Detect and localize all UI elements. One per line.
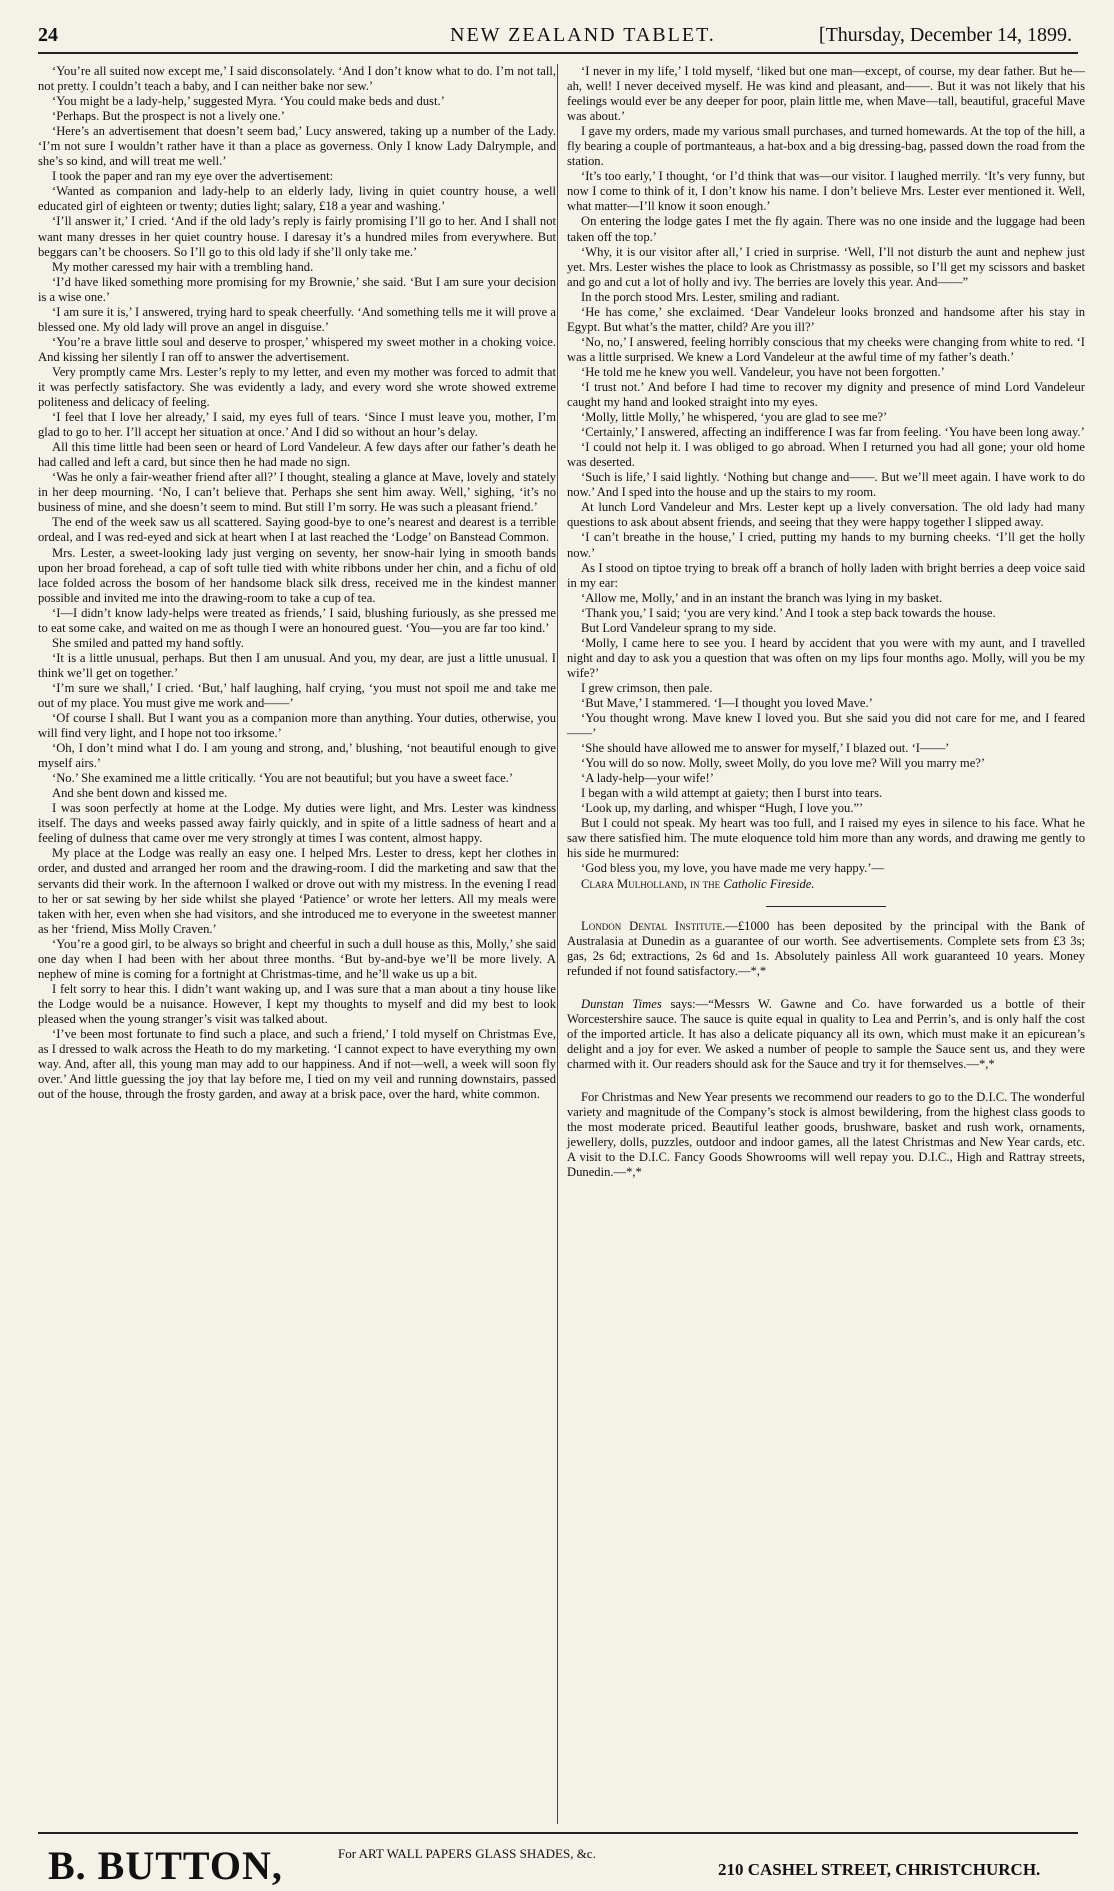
advert-gap xyxy=(567,979,1085,997)
issue-date: [Thursday, December 14, 1899. xyxy=(818,24,1072,46)
paragraph: ‘I could not help it. I was obliged to go abroad. When I returned you had all gone; your old home was deserted. xyxy=(567,440,1085,470)
paragraph: ‘Molly, little Molly,’ he whispered, ‘you are glad to see me?’ xyxy=(581,410,888,425)
advert-paragraph xyxy=(567,1090,1085,1180)
paragraph: ‘I am sure it is,’ I answered, trying hard to speak cheerfully. ‘And something tells me it will prove a blessed one. My old lady will prove an angel in disguise.’ xyxy=(38,304,556,334)
paragraph: On entering the lodge gates I met the fly again. There was no one inside and the luggage had been taken off the top.’ xyxy=(567,214,1085,244)
column-divider xyxy=(557,64,558,1824)
paragraph: ‘It is a little unusual, perhaps. But then I am unusual. And you, my dear, are just a little unusual. I think we’ll get on together.’ xyxy=(38,650,556,680)
paragraph: ‘Such is life,’ I said lightly. ‘Nothing but change and——. But we’ll meet again. I have work to do now.’ And I sped into the house and up the stairs to my room. xyxy=(567,470,1085,500)
paragraph: I was soon perfectly at home at the Lodge. My duties were light, and Mrs. Lester was kindness itself. The days and weeks passed away fairly quickly, and in spite of a little sadness of heart and a feeling of dulness that came over me very strongly at times I was content, almost happy. xyxy=(38,801,556,846)
paragraph: ‘He told me he knew you well. Vandeleur, you have not been forgotten.’ xyxy=(581,364,945,379)
paragraph: ‘Molly, I came here to see you. I heard by accident that you were with my aunt, and I travelled night and day to ask you a question that was often on my lips four months ago. Molly, will you be my wife?’ xyxy=(567,635,1085,680)
paragraph: ‘I’ve been most fortunate to find such a place, and such a friend,’ I told myself on Christmas Eve, as I dressed to walk across the Heath to do my marketing. ‘I cannot expect to have everything my own way. And, after all, this young man may add to our happiness. And if not—well, a week will soon fly over.’ And little guessing the joy that lay before me, I tied on my veil and running downstairs, passed out of the house, through the frosty garden, and away at a brisk pace, over the hard, white common. xyxy=(38,1027,556,1102)
advert-address: 210 CASHEL STREET, CHRISTCHURCH. xyxy=(718,1860,1041,1879)
paragraph: ‘You’re a good girl, to be always so bright and cheerful in such a dull house as this, Molly,’ she said one day when I had been with her about three months. ‘But by-and-bye we’ll be more lively. A nephew of mine is coming for a fortnight at Christmas-time, and he’ll wake us up a bit. xyxy=(38,936,556,981)
advert-text: says:—“Messrs W. Gawne and Co. have forwarded us a bottle of their Worcestershire sauce. The sauce is quite equal in quality to Lea and Perrin’s, and is only half the cost of the imported article. It has also a delicate piquancy all its own, which must make it an epicurean’s delight and a joy for ever. We asked a number of people to sample the Sauce sent us, and they were charmed with it. Our readers should ask for the Sauce and try it for themselves.—*,* xyxy=(567,996,1085,1071)
paragraph: All this time little had been seen or heard of Lord Vandeleur. A few days after our father’s death he had called and left a card, but since then he had made no sign. xyxy=(38,440,556,470)
paragraph: She smiled and patted my hand softly. xyxy=(52,635,244,650)
paragraph: ‘I can’t breathe in the house,’ I cried, putting my hands to my burning cheeks. ‘I’ll get the holly now.’ xyxy=(567,530,1085,560)
paragraph: ‘A lady-help—your wife!’ xyxy=(581,771,714,786)
paragraph: I took the paper and ran my eye over the advertisement: xyxy=(52,169,334,184)
paragraph: Very promptly came Mrs. Lester’s reply to my letter, and even my mother was forced to admit that it was perfectly satisfactory. She was evidently a lady, and every word she wrote showed extreme politeness and delicacy of feeling. xyxy=(38,364,556,410)
right-column xyxy=(567,64,1085,1180)
paragraph: ‘God bless you, my love, you have made me very happy.’— xyxy=(581,861,885,876)
paragraph: ‘Perhaps. But the prospect is not a lively one.’ xyxy=(52,109,285,124)
paragraph: ‘I feel that I love her already,’ I said, my eyes full of tears. ‘Since I must leave you, mother, I’m glad to go to her. I’ll accept her situation at once.’ And I did so without an hour’s delay. xyxy=(38,410,556,440)
advert-gap xyxy=(567,1072,1085,1090)
paragraph: But Lord Vandeleur sprang to my side. xyxy=(581,620,777,635)
paragraph: ‘Of course I shall. But I want you as a companion more than anything. Your duties, otherwise, you will find very light, and I hope not too irksome.’ xyxy=(38,711,556,741)
page-header xyxy=(38,18,1078,54)
paragraph: ‘Here’s an advertisement that doesn’t seem bad,’ Lucy answered, taking up a number of the Lady. ‘I’m not sure I wouldn’t rather have it than a place as governess. Only I know Lady Dalrymple, and she’s so kind, and will treat me well.’ xyxy=(38,124,556,169)
paragraph: ‘Wanted as companion and lady-help to an elderly lady, living in quiet country house, a well educated girl of eighteen or twenty; duties light; salary, £18 a year and washing.’ xyxy=(38,184,556,214)
paragraph: ‘You’re a brave little soul and deserve to prosper,’ whispered my sweet mother in a choking voice. And kissing her silently I ran off to answer the advertisement. xyxy=(38,334,556,364)
paragraph: ‘Was he only a fair-weather friend after all?’ I thought, stealing a glance at Mave, lovely and stately in her deep mourning. ‘No, I can’t believe that. Perhaps she sent him away. Well,’ sighing, ‘it’s no business of mine, and she doesn’t seem to mind. But still I’m sorry. He was such a pleasant friend.’ xyxy=(38,470,556,515)
masthead-title: NEW ZEALAND TABLET. xyxy=(450,24,716,46)
page-number: 24 xyxy=(38,24,58,46)
paragraph: The end of the week saw us all scattered. Saying good-bye to one’s nearest and dearest is a terrible ordeal, and I was red-eyed and sick at heart when I at last reached the ‘Lodge’ on Banstead Common. xyxy=(38,515,556,545)
paragraph: ‘She should have allowed me to answer for myself,’ I blazed out. ‘I——’ xyxy=(581,741,950,756)
paragraph: But I could not speak. My heart was too full, and I raised my eyes in silence to his face. What he saw there satisfied him. The mute eloquence told him more than any words, and drawing me gently to his side he murmured: xyxy=(567,816,1085,861)
source-publication: Catholic Fireside. xyxy=(723,876,815,891)
paragraph: ‘I—I didn’t know lady-helps were treated as friends,’ I said, blushing furiously, as she pressed me to eat some cake, and waited on me as though I were an honoured guest. ‘You—you are far too kind.’ xyxy=(38,605,556,635)
footer-advert xyxy=(38,1832,1078,1886)
paragraph: I grew crimson, then pale. xyxy=(581,680,713,695)
paragraph: ‘You will do so now. Molly, sweet Molly, do you love me? Will you marry me?’ xyxy=(581,756,986,771)
paragraph: ‘You might be a lady-help,’ suggested Myra. ‘You could make beds and dust.’ xyxy=(52,94,445,109)
paragraph: In the porch stood Mrs. Lester, smiling and radiant. xyxy=(581,289,840,304)
paragraph: ‘No.’ She examined me a little critically. ‘You are not beautiful; but you have a sweet face.’ xyxy=(52,771,514,786)
paragraph: ‘It’s too early,’ I thought, ‘or I’d think that was—our visitor. I laughed merrily. ‘It’s very funny, but now I come to think of it, I don’t know his name. I don’t believe Mrs. Lester ever mentioned it. Well, what matter—I’ll know it soon enough.’ xyxy=(567,169,1085,214)
paragraph: ‘You’re all suited now except me,’ I said disconsolately. ‘And I don’t know what to do. I’m not tall, not pretty. I couldn’t teach a baby, and I can neither bake nor sew.’ xyxy=(38,64,556,94)
paragraph: ‘He has come,’ she exclaimed. ‘Dear Vandeleur looks bronzed and handsome after his stay in Egypt. But what’s the matter, child? Are you ill?’ xyxy=(567,304,1085,334)
advertisements xyxy=(567,919,1085,1181)
paragraph: ‘I never in my life,’ I told myself, ‘liked but one man—except, of course, my dear father. But he—ah, well! I never deceived myself. He was kind and pleasant, and——. But it was not likely that his feelings would ever be any deeper for poor, plain little me, when Mave—tall, beautiful, graceful Mave was about.’ xyxy=(567,64,1085,124)
paragraph: My place at the Lodge was really an easy one. I helped Mrs. Lester to dress, kept her clothes in order, and dusted and arranged her room and the drawing-room. I did the marketing and saw that the servants did their work. In the afternoon I walked or drove out with my mistress. In the evening I read to her or sat sewing by her side whilst she played ‘Patience’ or wrote her letters. All my meals were taken with her, even when she had visitors, and she introduced me to everyone in the sweetest manner as her ‘friend, Miss Molly Craven.’ xyxy=(38,846,556,936)
paragraph: ‘Thank you,’ I said; ‘you are very kind.’ And I took a step back towards the house. xyxy=(581,605,996,620)
paragraph: ‘No, no,’ I answered, feeling horribly conscious that my cheeks were changing from white to red. ‘I was a little surprised. We knew a Lord Vandeleur at the awful time of my father’s death.’ xyxy=(567,334,1085,364)
paragraph: ‘Certainly,’ I answered, affecting an indifference I was far from feeling. ‘You have been long away.’ xyxy=(581,425,1085,440)
advert-text: For Christmas and New Year presents we recommend our readers to go to the D.I.C. The wonderful variety and magnitude of the Company’s stock is almost bewildering, from the highest class goods to the most moderate priced. Beautiful leather goods, brushware, basket and rush work, ornaments, jewellery, dolls, puzzles, outdoor and indoor games, all the latest Christmas and New Year cards, etc. A visit to the D.I.C. Fancy Goods Showrooms will well repay you. D.I.C., High and Rattray streets, Dunedin.—*,* xyxy=(567,1090,1085,1180)
paragraph: ‘Allow me, Molly,’ and in an instant the branch was lying in my basket. xyxy=(581,590,943,605)
paragraph: ‘But Mave,’ I stammered. ‘I—I thought you loved Mave.’ xyxy=(581,695,873,710)
paragraph: ‘I’d have liked something more promising for my Brownie,’ she said. ‘But I am sure your decision is a wise one.’ xyxy=(38,274,556,304)
paragraph: ‘I trust not.’ And before I had time to recover my dignity and presence of mind Lord Vandeleur caught my hand and looked straight into my eyes. xyxy=(567,379,1085,410)
paragraph: I felt sorry to hear this. I didn’t want waking up, and I was sure that a man about a tiny house like the Lodge would be a nuisance. However, I kept my thoughts to myself and did my best to look pleased when the young stranger’s visit was talked about. xyxy=(38,981,556,1026)
advert-products: For ART WALL PAPERS GLASS SHADES, &c. xyxy=(338,1846,596,1861)
advertiser-name: B. BUTTON, xyxy=(48,1843,283,1888)
advert-paragraph xyxy=(567,919,1085,979)
paragraph: ‘You thought wrong. Mave knew I loved you. But she said you did not care for me, and I feared——’ xyxy=(567,711,1085,741)
paragraph: ‘I’ll answer it,’ I cried. ‘And if the old lady’s reply is fairly promising I’ll go to her. And I shall not want many dresses in her quiet country house. I daresay it’s a hundred miles from everywhere. But beggars can’t be choosers. So I’ll go to this old lady if she’ll only take me.’ xyxy=(38,214,556,259)
paragraph: Mrs. Lester, a sweet-looking lady just verging on seventy, her snow-hair lying in smooth bands upon her broad forehead, a cap of soft tulle tied with white ribbons under her chin, and a fichu of old lace folded across the bosom of her handsome black silk dress, received me in the kindest manner possible and invited me into the drawing-room to take a cup of tea. xyxy=(38,545,556,605)
paragraph: ‘Why, it is our visitor after all,’ I cried in surprise. ‘Well, I’ll not disturb the aunt and nephew just yet. Mrs. Lester wishes the place to look as Christmassy as possible, so I’ll get my scissors and basket and go and cut a lot of holly and ivy. The berries are lovely this year. And——” xyxy=(567,244,1085,289)
paragraph: ‘I’m sure we shall,’ I cried. ‘But,’ half laughing, half crying, ‘you must not spoil me and take me out of my place. You must give me work and——’ xyxy=(38,680,556,710)
paragraph: I gave my orders, made my various small purchases, and turned homewards. At the top of the hill, a fly bearing a couple of portmanteaus, a hat-box and a big dressing-bag, passed down the road from the station. xyxy=(567,124,1085,169)
advert-lead: London Dental Institute. xyxy=(581,918,726,933)
right-column-story xyxy=(567,64,1085,877)
advert-text: —£1000 has been deposited by the principal with the Bank of Australasia at Dunedin as a guarantee of our worth. See advertisements. Complete sets from £3 3s; gas, 2s 6d; extractions, 2s 6d and 1s. Absolutely painless All work guaranteed 10 years. Money refunded if not found satisfactory.—*,* xyxy=(567,918,1086,978)
paragraph: And she bent down and kissed me. xyxy=(52,786,228,801)
story-signature xyxy=(567,877,1085,892)
paragraph: ‘Look up, my darling, and whisper “Hugh, I love you.”’ xyxy=(581,801,864,816)
paragraph: ‘Oh, I don’t mind what I do. I am young and strong, and,’ blushing, ‘not beautiful enough to give myself airs.’ xyxy=(38,741,556,771)
left-column xyxy=(38,64,556,1102)
paragraph: As I stood on tiptoe trying to break off a branch of holly laden with bright berries a deep voice said in my ear: xyxy=(567,560,1085,590)
paragraph: I began with a wild attempt at gaiety; then I burst into tears. xyxy=(581,786,883,801)
advert-lead: Dunstan Times xyxy=(581,996,662,1011)
paragraph: At lunch Lord Vandeleur and Mrs. Lester kept up a lively conversation. The old lady had many questions to ask about absent friends, and seeing that they were happy together I slipped away. xyxy=(567,500,1085,530)
section-separator xyxy=(766,906,886,907)
advert-paragraph xyxy=(567,997,1085,1072)
author-credit: Clara Mulholland, in the xyxy=(581,876,721,891)
paragraph: My mother caressed my hair with a trembling hand. xyxy=(52,259,314,274)
